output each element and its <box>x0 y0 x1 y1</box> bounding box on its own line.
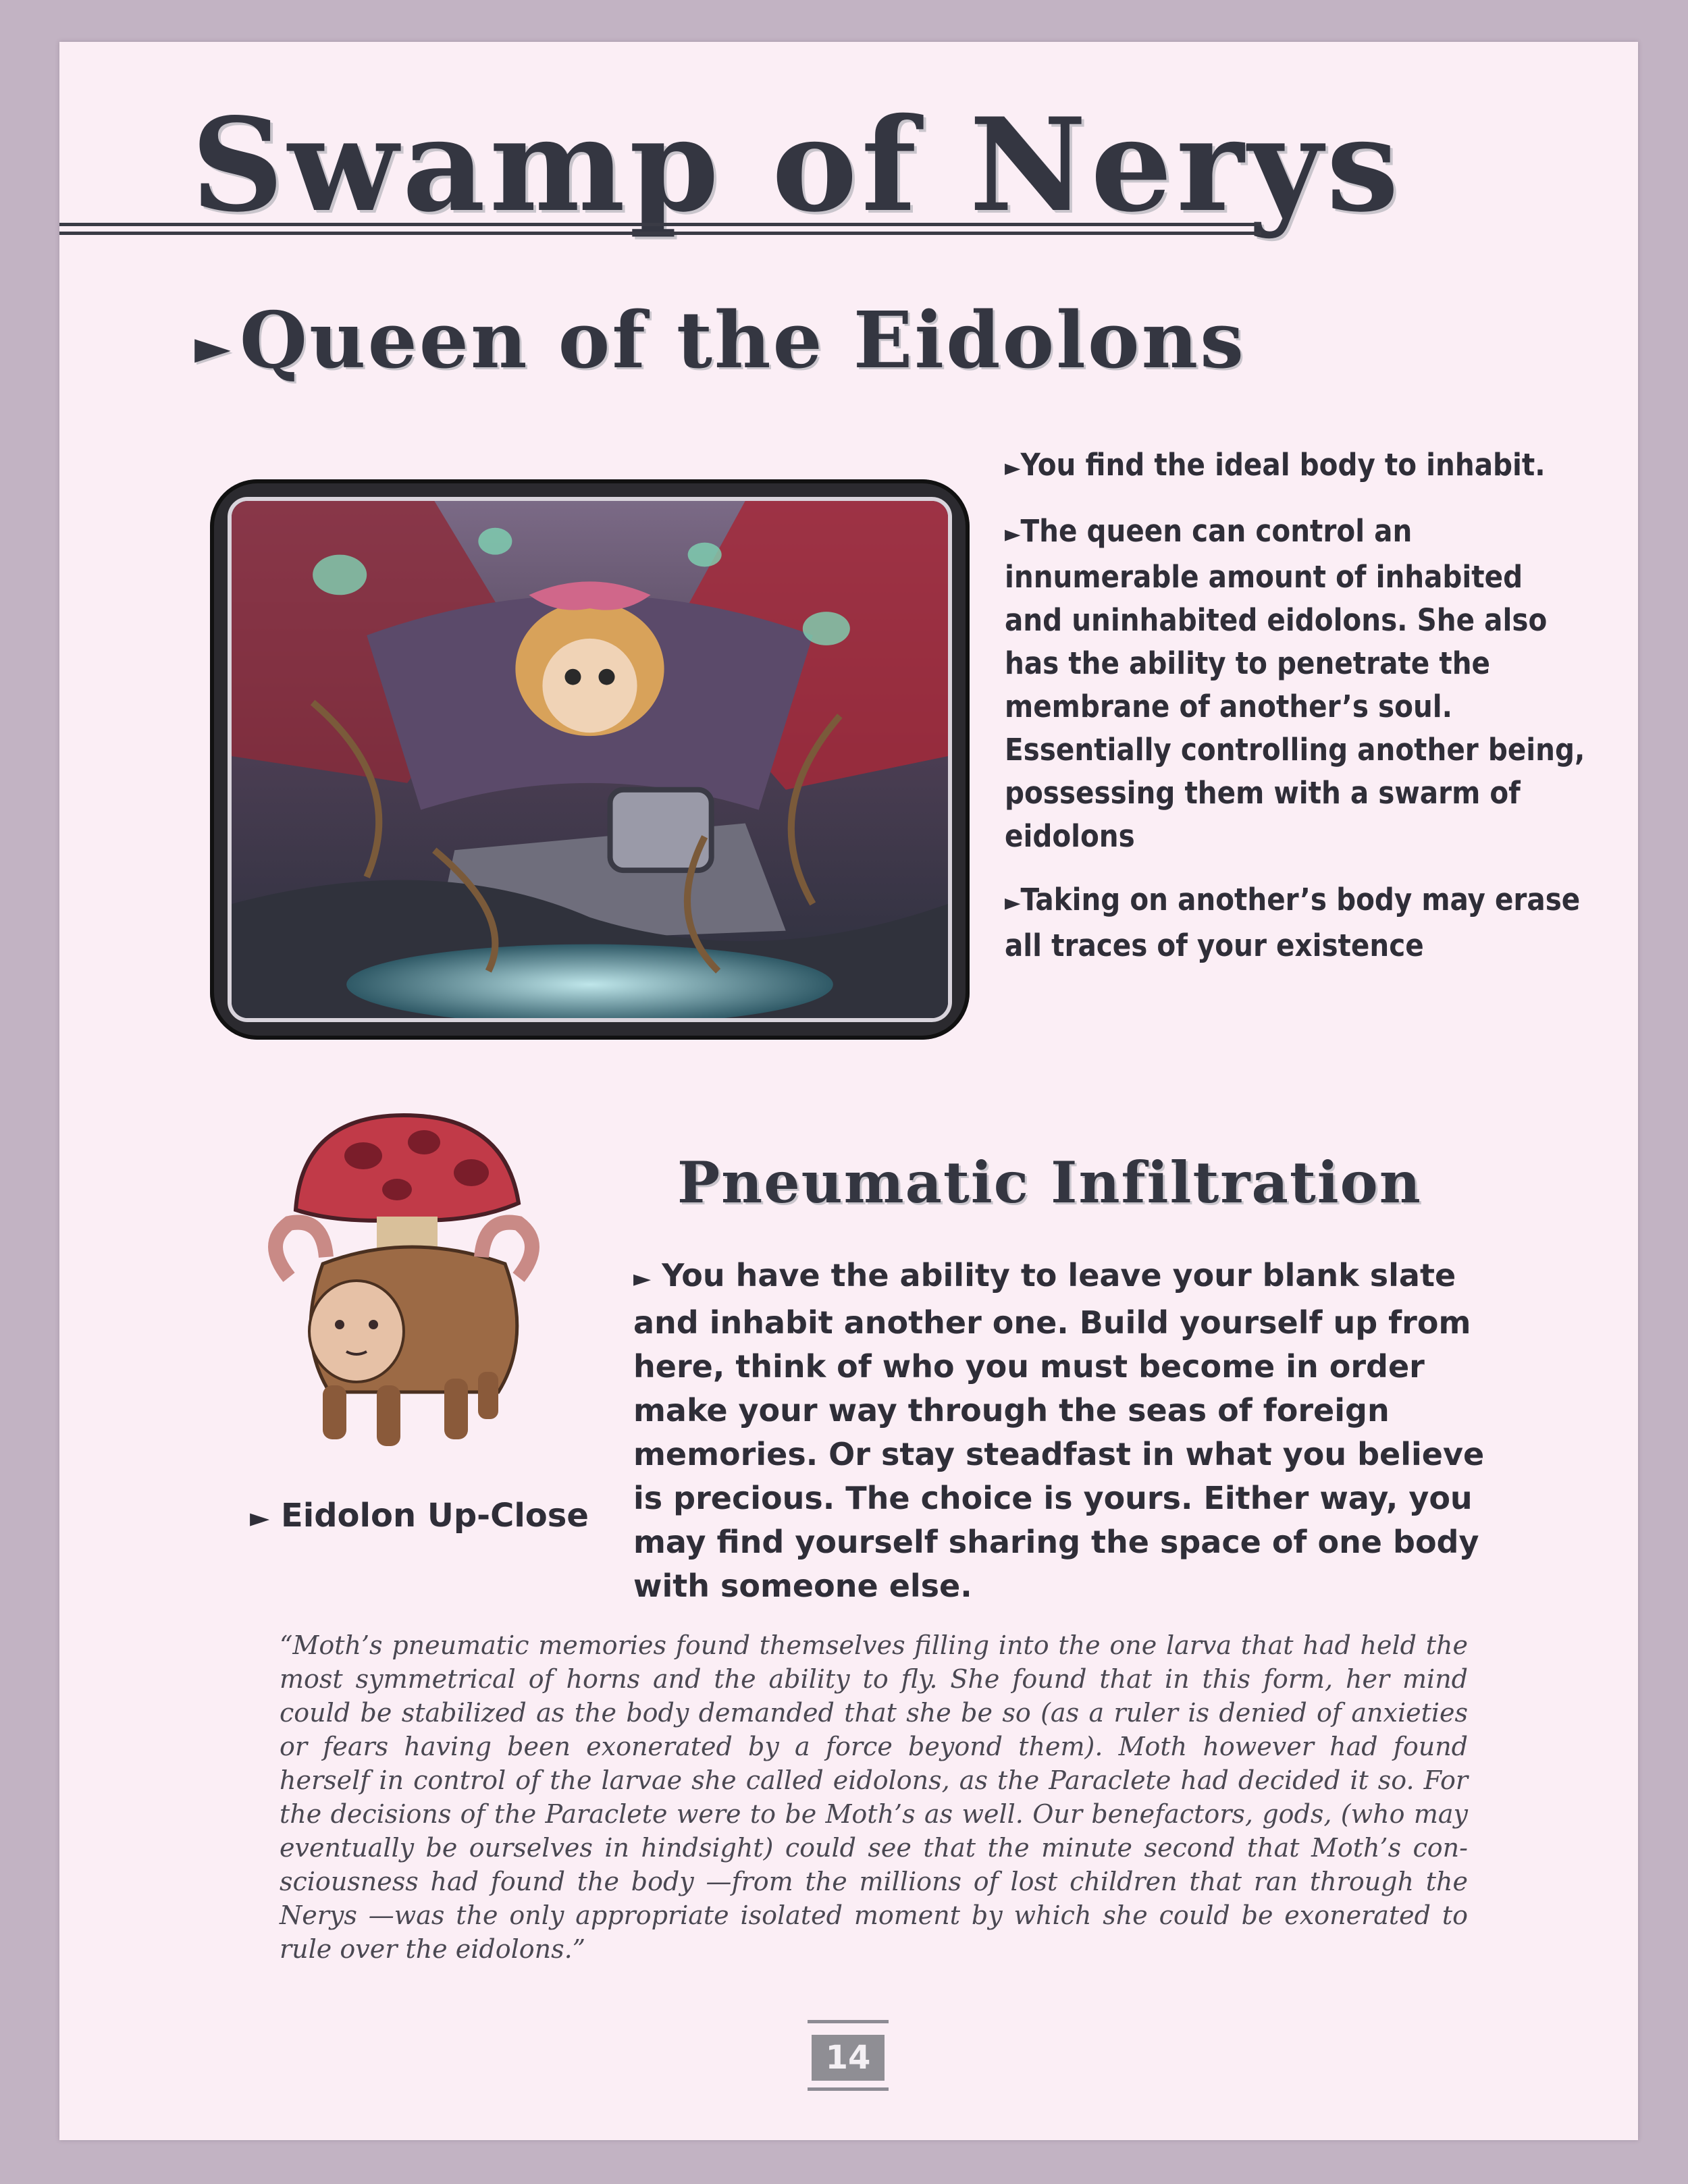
page-number: 14 <box>812 2035 885 2081</box>
page-number-rule-top <box>808 2020 889 2023</box>
eidolon-caption-text: Eidolon Up-Close <box>280 1497 589 1535</box>
lore-quote: “Moth’s pneumatic memories found themselves filling into the one larva that had held the most symmetrical of horns and the ability to fly. She found that in this form, her mind could be stabilized as the body demanded that she be so (as a ruler is denied of anxieties or fears having been exonerated by a force beyond them). Moth however had found herself in control of the larvae she called eidolons, as the Paraclete had decided it so. For the decisions of the Paraclete were to be Moth’s as well. Our benefactors, gods, (who may eventually be ourselves in hindsight) could see that the minute second that Moth’s con-sciousness had found the body —from the millions of lost children that ran through the Nerys —was the only appropriate isolated moment by which she could be exonerated to rule over the eidolons.” <box>280 1630 1468 1964</box>
page-number-block <box>808 2020 889 2094</box>
page-number-rule-bottom <box>808 2087 889 2091</box>
queen-point <box>1005 510 1585 858</box>
arrow-icon: ► <box>1005 521 1021 548</box>
queen-illustration-frame <box>210 479 970 1040</box>
title-divider <box>59 223 1261 235</box>
arrow-icon: ► <box>250 1503 270 1533</box>
arrow-icon: ► <box>633 1265 652 1292</box>
queen-point-text: You find the ideal body to inhabit. <box>1020 447 1546 483</box>
queen-illustration <box>228 497 952 1022</box>
eidolon-caption <box>250 1497 589 1535</box>
eidolon-image <box>248 1109 573 1487</box>
arrow-icon: ► <box>194 319 233 375</box>
infiltration-body <box>633 1254 1511 1608</box>
infiltration-text: You have the ability to leave your blank slate and inhabit another one. Build yourself up from here, think of who you must become in order make your way through the seas of foreign memories. Or stay steadfast in what you believe is precious. The choice is yours. Either way, you may find yourself sharing the space of one body with someone else. <box>633 1257 1485 1604</box>
section-title-text: Queen of the Eidolons <box>239 295 1246 386</box>
eidolon-illustration <box>248 1109 573 1487</box>
queen-painting-image <box>232 501 948 1018</box>
section-title <box>194 295 1246 386</box>
queen-points <box>1005 444 1585 988</box>
queen-point-text: The queen can control an innumerable amount of inhabited and uninhabited eidolons. She also has the ability to penetrate the membrane of another’s soul. Essentially controlling another being, possessing them with a swarm of eidolons <box>1005 513 1585 854</box>
page-title: Swamp of Nerys <box>191 90 1403 240</box>
arrow-icon: ► <box>1005 454 1021 481</box>
arrow-icon: ► <box>1005 889 1021 916</box>
queen-point <box>1005 878 1585 967</box>
queen-point-text: Taking on another’s body may erase all traces of your existence <box>1005 882 1581 963</box>
infiltration-title: Pneumatic Infiltration <box>677 1149 1422 1216</box>
queen-point <box>1005 444 1585 489</box>
page <box>59 42 1638 2140</box>
